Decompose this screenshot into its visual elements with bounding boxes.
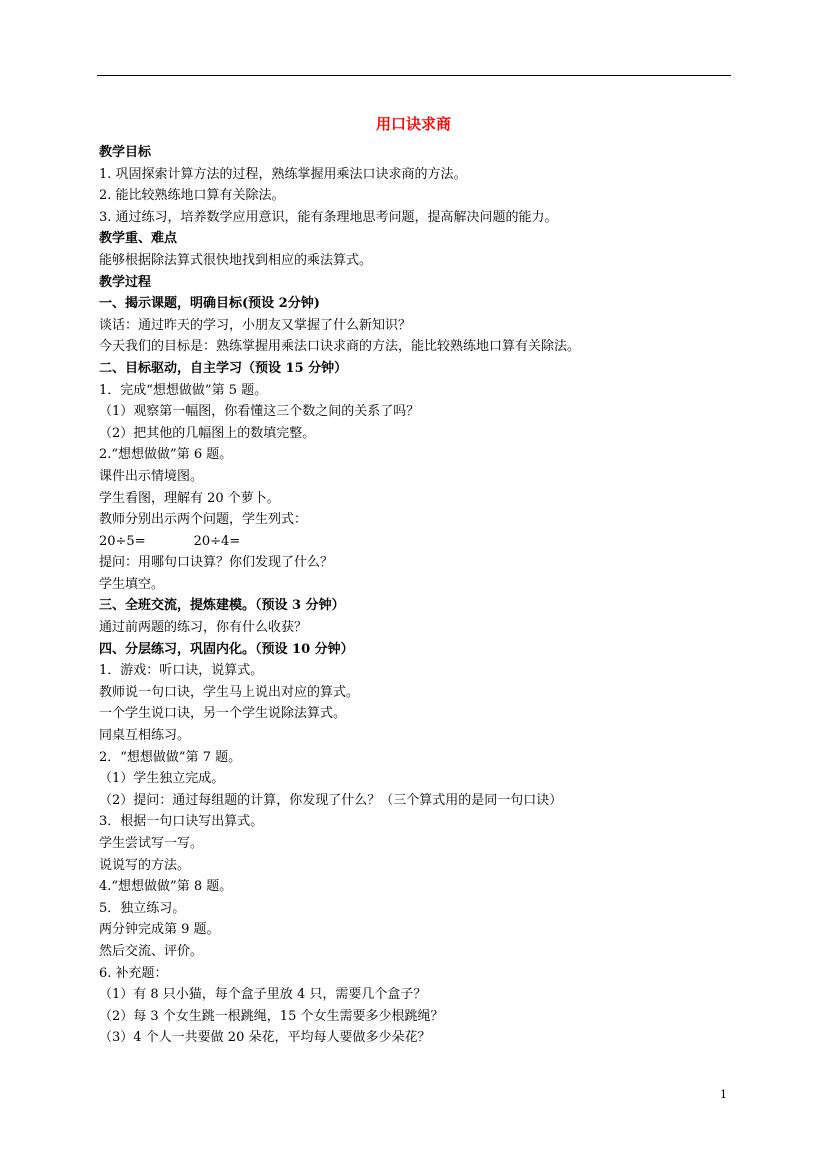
line-text: 6. 补充题：: [99, 965, 168, 981]
body-line: [99, 207, 739, 229]
section-heading: [99, 142, 739, 164]
line-text: 学生尝试写一写。: [99, 836, 204, 851]
line-text: 教学目标: [99, 145, 152, 160]
body-line: [99, 1027, 739, 1049]
line-text: 四、分层练习，巩固内化。（预设 10 分钟）: [99, 641, 354, 657]
body-line: [99, 164, 739, 186]
line-text: （1）有 8 只小猫，每个盒子里放 4 只，需要几个盒子？: [99, 987, 427, 1003]
body-line: [99, 423, 739, 445]
body-line: [99, 185, 739, 207]
line-text: （1）学生独立完成。: [99, 771, 225, 787]
line-text: 两分钟完成第 9 题。: [99, 922, 220, 938]
line-text: 教师说一句口诀，学生马上说出对应的算式。: [99, 684, 360, 700]
line-text: （2）把其他的几幅图上的数填完整。: [99, 425, 316, 441]
line-text: 今天我们的目标是：熟练掌握用乘法口诀求商的方法，能比较熟练地口算有关除法。: [99, 339, 581, 355]
body-line: [99, 963, 739, 985]
body-line: [99, 919, 739, 941]
body-line: [99, 380, 739, 402]
body-line: [99, 703, 739, 725]
line-text: （3）4 个人一共要做 20 朵花，平均每人要做多少朵花？: [99, 1030, 431, 1046]
section-heading: [99, 272, 739, 294]
body-line: [99, 574, 739, 596]
body-line: [99, 336, 739, 358]
body-line: [99, 725, 739, 747]
section-heading: [99, 228, 739, 250]
line-text: 提问：用哪句口诀算？你们发现了什么？: [99, 555, 334, 571]
body-line: [99, 444, 739, 466]
line-text: （1）观察第一幅图，你看懂这三个数之间的关系了吗？: [99, 404, 420, 420]
body-line: [99, 984, 739, 1006]
line-text: 然后交流、评价。: [99, 943, 204, 959]
section-heading: [99, 358, 739, 380]
body-line: [99, 552, 739, 574]
body-line: [99, 315, 739, 337]
line-text: 5．独立练习。: [99, 900, 186, 916]
line-text: 能够根据除法算式很快地找到相应的乘法算式。: [99, 252, 373, 268]
line-text: 1．完成“想想做做”第 5 题。: [99, 382, 268, 398]
line-text: （2）每 3 个女生跳一根跳绳，15 个女生需要多少根跳绳？: [99, 1008, 444, 1024]
line-text: 20÷5=: [99, 533, 146, 549]
line-text: 教学重、难点: [99, 231, 178, 247]
line-text: （2）提问：通过每组题的计算，你发现了什么？（三个算式用的是同一句口诀）: [99, 792, 563, 808]
line-text: 学生填空。: [99, 576, 165, 592]
line-text: 学生看图，理解有 20 个萝卜。: [99, 490, 280, 506]
line-text-second: 20÷4=: [193, 533, 241, 549]
body-line: [99, 488, 739, 510]
line-text: 1. 巩固探索计算方法的过程，熟练掌握用乘法口诀求商的方法。: [99, 166, 467, 182]
line-text: 三、全班交流，提炼建模。（预设 3 分钟）: [99, 598, 345, 614]
section-heading: [99, 639, 739, 661]
body-line: [99, 747, 739, 769]
line-text: 一个学生说口诀，另一个学生说除法算式。: [99, 706, 347, 722]
section-heading: [99, 595, 739, 617]
line-text: 2.“想想做做”第 6 题。: [99, 447, 233, 463]
document-body: [99, 142, 739, 1049]
body-line: [99, 811, 739, 833]
body-line: [99, 660, 739, 682]
line-text: 4.“想想做做”第 8 题。: [99, 879, 233, 895]
body-line: [99, 531, 739, 553]
line-text: 说说写的方法。: [99, 857, 191, 873]
body-line: [99, 466, 739, 488]
body-line: [99, 790, 739, 812]
line-text: 3．根据一句口诀写出算式。: [99, 814, 264, 830]
document-title: 用口诀求商: [375, 115, 451, 133]
line-text: 3. 通过练习，培养数学应用意识，能有条理地思考问题，提高解决问题的能力。: [99, 209, 558, 225]
line-text: 同桌互相练习。: [99, 728, 191, 744]
line-text: 1．游戏：听口诀，说算式。: [99, 663, 264, 679]
body-line: [99, 898, 739, 920]
body-line: [99, 401, 739, 423]
body-line: [99, 833, 739, 855]
body-line: [99, 682, 739, 704]
line-text: 2．“想想做做”第 7 题。: [99, 749, 242, 765]
line-text: 谈话：通过昨天的学习，小朋友又掌握了什么新知识？: [99, 317, 412, 333]
body-line: [99, 941, 739, 963]
line-text: 课件出示情境图。: [99, 468, 204, 484]
body-line: [99, 509, 739, 531]
line-text: 教师分别出示两个问题，学生列式：: [99, 512, 308, 528]
header-rule: [97, 75, 731, 76]
body-line: [99, 1006, 739, 1028]
line-text: 一、揭示课题，明确目标(预设 2分钟): [99, 296, 320, 312]
line-text: 2. 能比较熟练地口算有关除法。: [99, 188, 285, 204]
body-line: [99, 617, 739, 639]
line-text: 二、目标驱动，自主学习（预设 15 分钟）: [99, 360, 348, 376]
body-line: [99, 768, 739, 790]
section-heading: [99, 293, 739, 315]
line-text: 教学过程: [99, 274, 152, 290]
line-text: 通过前两题的练习，你有什么收获？: [99, 620, 308, 636]
body-line: [99, 855, 739, 877]
body-line: [99, 876, 739, 898]
body-line: [99, 250, 739, 272]
page-number: 1: [720, 1088, 727, 1101]
